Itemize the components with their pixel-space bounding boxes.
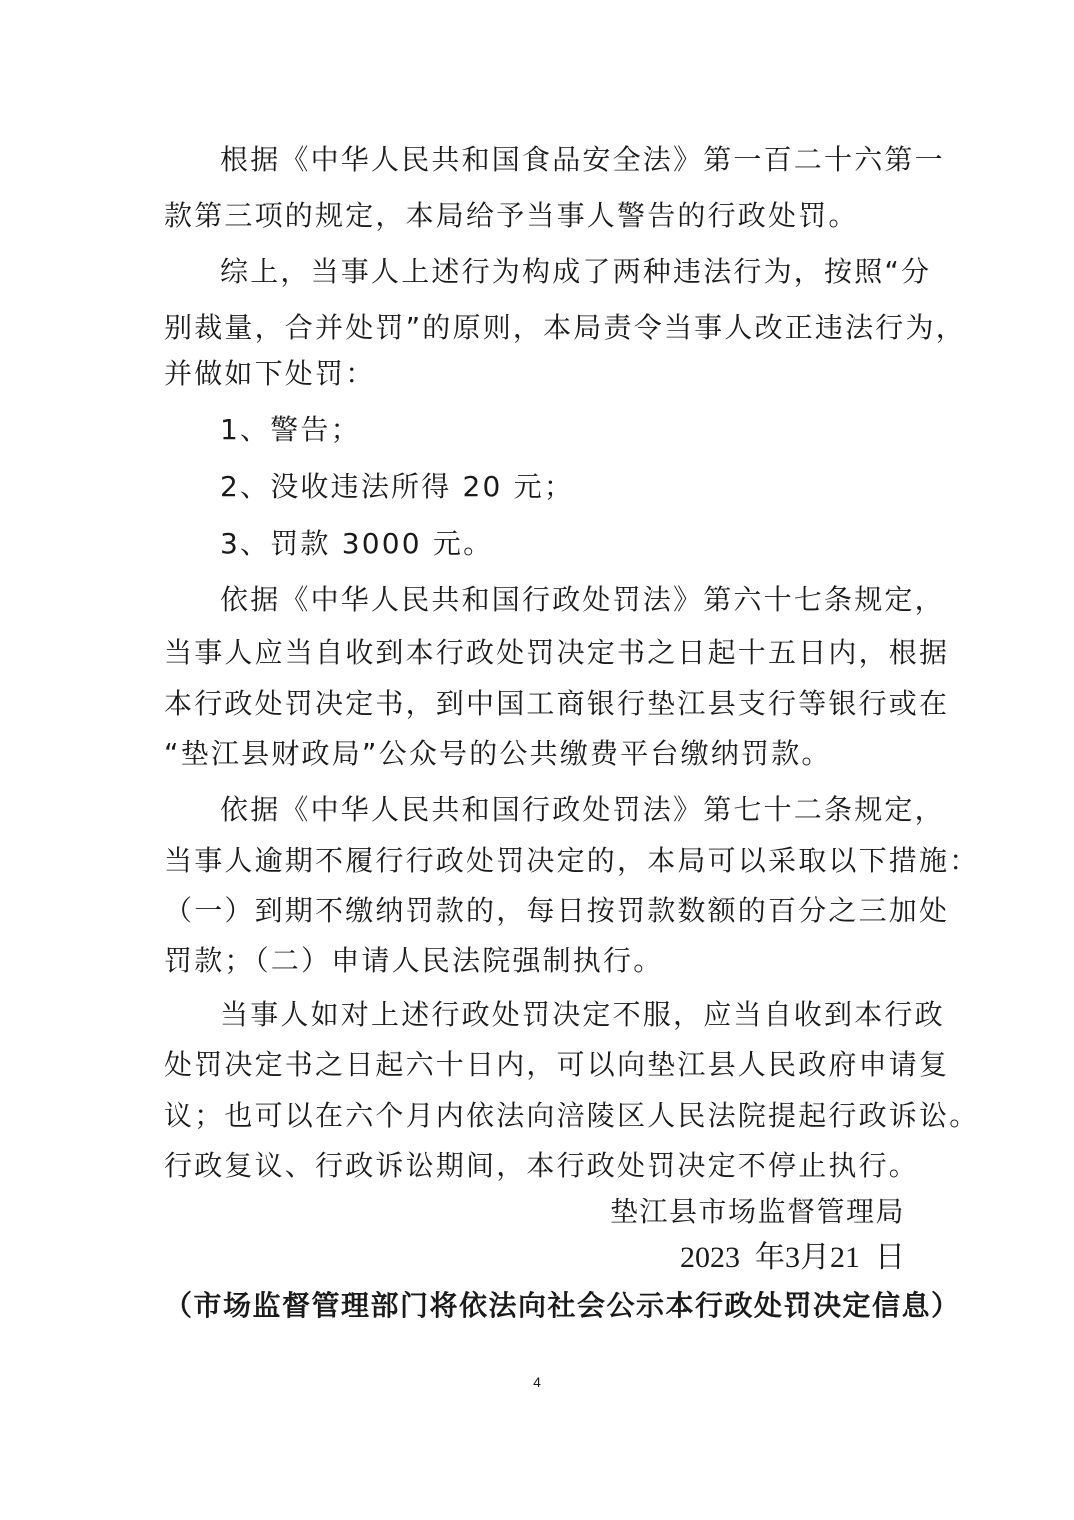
body-line: 议；也可以在六个月内依法向涪陵区人民法院提起行政诉讼。 xyxy=(164,1099,980,1132)
body-line: 本行政处罚决定书，到中国工商银行垫江县支行等银行或在 xyxy=(164,687,950,720)
body-line: 当事人逾期不履行行政处罚决定的，本局可以采取以下措施： xyxy=(164,844,980,877)
body-line: 根据《中华人民共和国食品安全法》第一百二十六第一 xyxy=(220,143,945,176)
penalty-item: 1、警告； xyxy=(220,413,361,446)
body-line: 处罚决定书之日起六十日内，可以向垫江县人民政府申请复 xyxy=(164,1048,950,1081)
body-line: （一）到期不缴纳罚款的，每日按罚款数额的百分之三加处 xyxy=(164,894,950,927)
body-line: 依据《中华人民共和国行政处罚法》第六十七条规定， xyxy=(220,583,945,616)
body-line: 行政复议、行政诉讼期间，本行政处罚决定不停止执行。 xyxy=(164,1149,920,1182)
body-line: 当事人如对上述行政处罚决定不服，应当自收到本行政 xyxy=(220,998,945,1031)
body-line: 当事人应当自收到本行政处罚决定书之日起十五日内，根据 xyxy=(164,636,950,669)
penalty-item: 3、罚款 3000 元。 xyxy=(220,527,494,560)
body-line: 并做如下处罚： xyxy=(164,357,376,390)
body-line: 罚款；（二）申请人民法院强制执行。 xyxy=(164,944,664,977)
publicity-notice: （市场监督管理部门将依法向社会公示本行政处罚决定信息） xyxy=(164,1289,961,1322)
body-line: 款第三项的规定，本局给予当事人警告的行政处罚。 xyxy=(164,199,859,232)
body-line: “垫江县财政局”公众号的公共缴费平台缴纳罚款。 xyxy=(164,737,832,770)
body-line: 依据《中华人民共和国行政处罚法》第七十二条规定， xyxy=(220,793,945,826)
body-line: 综上，当事人上述行为构成了两种违法行为，按照“分 xyxy=(220,255,932,288)
issue-date: 2023 年3月21 日 xyxy=(680,1241,905,1274)
issuing-authority: 垫江县市场监督管理局 xyxy=(610,1195,906,1228)
penalty-item: 2、没收违法所得 20 元； xyxy=(220,470,575,503)
page-number: 4 xyxy=(533,1374,541,1390)
body-line: 别裁量，合并处罚”的原则，本局责令当事人改正违法行为， xyxy=(164,311,966,344)
